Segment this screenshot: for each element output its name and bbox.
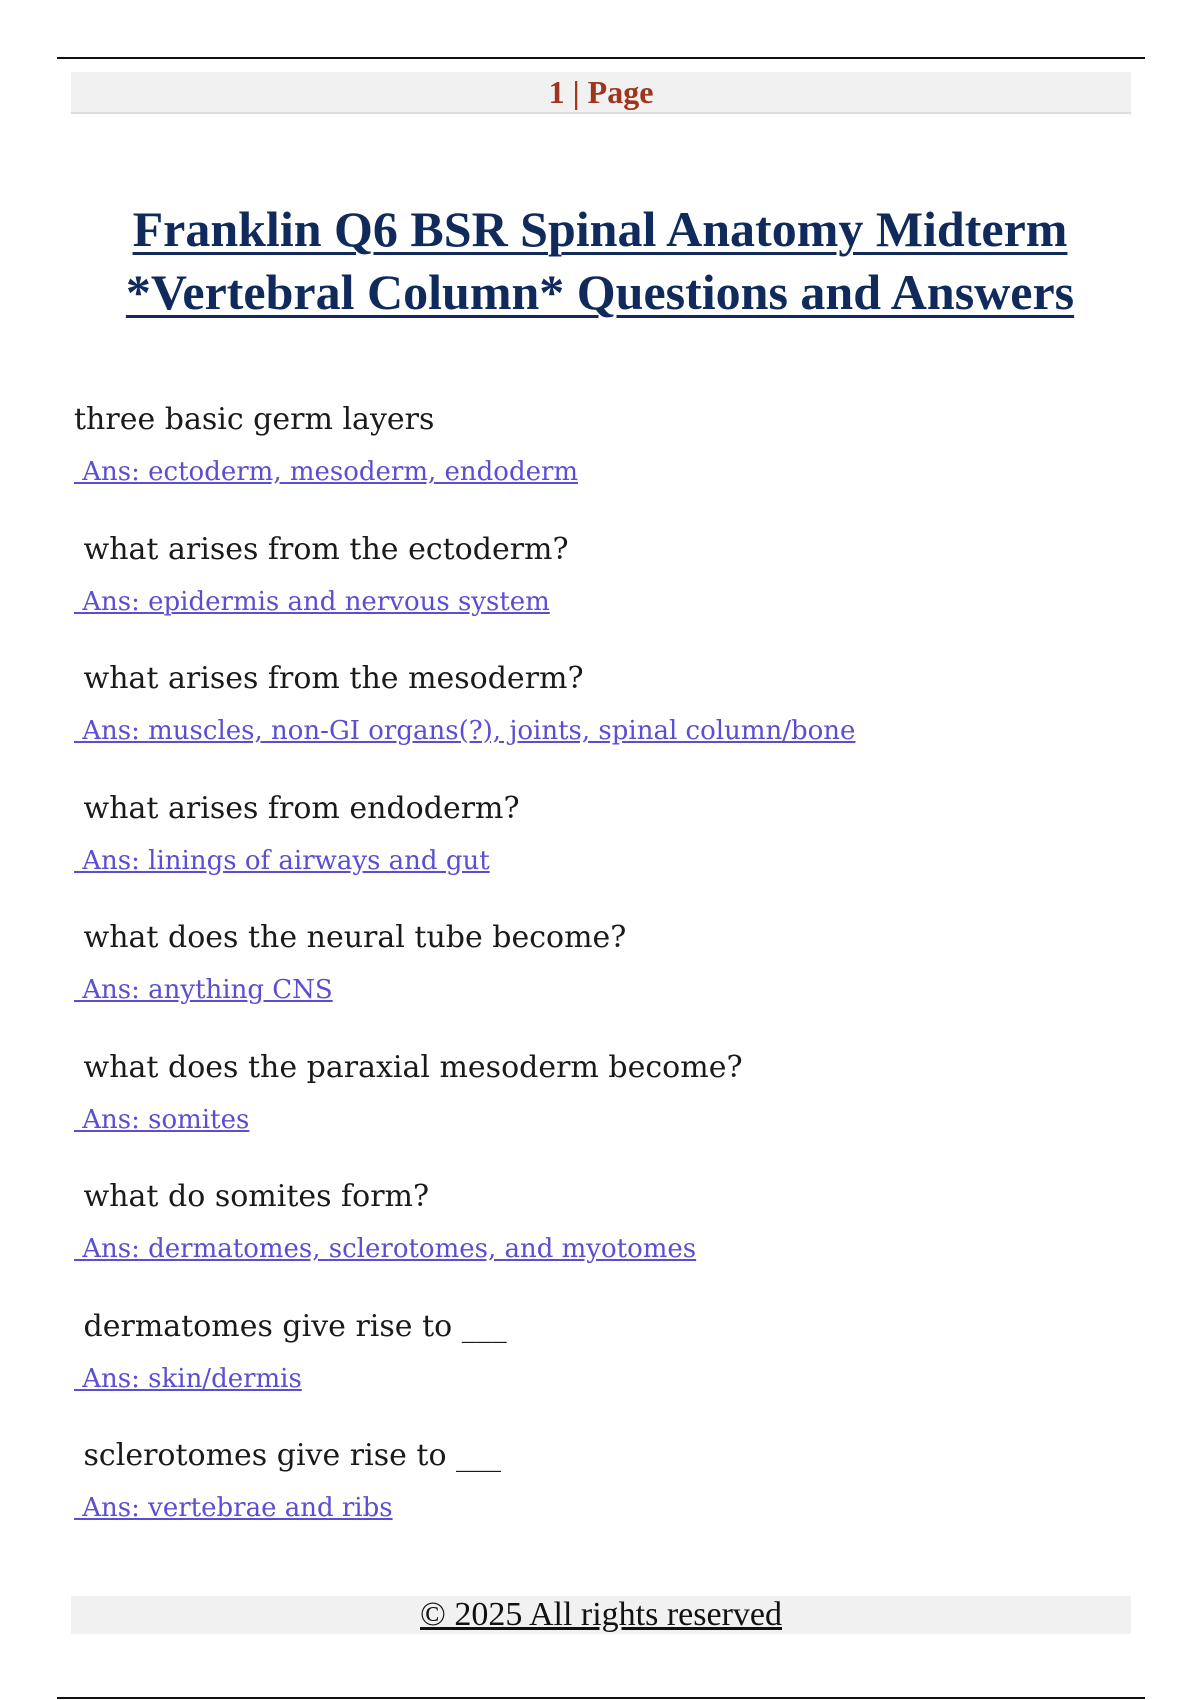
question-text: what arises from the ectoderm? [74, 531, 569, 567]
answer-link[interactable]: Ans: skin/dermis [74, 1363, 302, 1394]
page-footer [71, 1596, 1131, 1634]
qa-item [74, 914, 1134, 1044]
title-line-2: *Vertebral Column* Questions and Answers [125, 264, 1075, 320]
qa-list [74, 396, 1134, 1562]
question-text: what do somites form? [74, 1179, 430, 1214]
qa-item [74, 1303, 1134, 1433]
qa-item [74, 785, 1134, 915]
answer-link[interactable]: Ans: anything CNS [74, 975, 333, 1005]
answer-link[interactable]: Ans: somites [74, 1104, 250, 1135]
qa-item [74, 526, 1134, 656]
top-divider [57, 57, 1145, 59]
question-text: what does the neural tube become? [74, 920, 627, 955]
answer-link[interactable]: Ans: linings of airways and gut [74, 845, 490, 876]
bottom-divider [57, 1697, 1145, 1699]
answer-link[interactable]: Ans: vertebrae and ribs [74, 1493, 393, 1523]
qa-item [74, 1432, 1134, 1562]
qa-item [74, 1173, 1134, 1303]
page-header [71, 72, 1131, 114]
copyright-text: © 2025 All rights reserved [420, 1596, 782, 1633]
question-text: sclerotomes give rise to ___ [74, 1438, 502, 1473]
qa-item [74, 655, 1134, 785]
qa-item [74, 396, 1134, 526]
answer-link[interactable]: Ans: ectoderm, mesoderm, endoderm [74, 457, 579, 487]
question-text: what arises from the mesoderm? [74, 661, 584, 696]
answer-link[interactable]: Ans: epidermis and nervous system [74, 586, 550, 617]
question-text: what does the paraxial mesoderm become? [74, 1049, 743, 1085]
qa-item [74, 1044, 1134, 1174]
document-title [0, 198, 1200, 324]
page-number: 1 | Page [548, 74, 654, 110]
answer-link[interactable]: Ans: muscles, non-GI organs(?), joints, spinal column/bone [74, 716, 856, 746]
question-text: three basic germ layers [74, 402, 435, 437]
answer-link[interactable]: Ans: dermatomes, sclerotomes, and myotomes [74, 1234, 697, 1264]
question-text: dermatomes give rise to ___ [74, 1308, 507, 1344]
question-text: what arises from endoderm? [74, 790, 520, 826]
title-line-1: Franklin Q6 BSR Spinal Anatomy Midterm [132, 201, 1068, 257]
